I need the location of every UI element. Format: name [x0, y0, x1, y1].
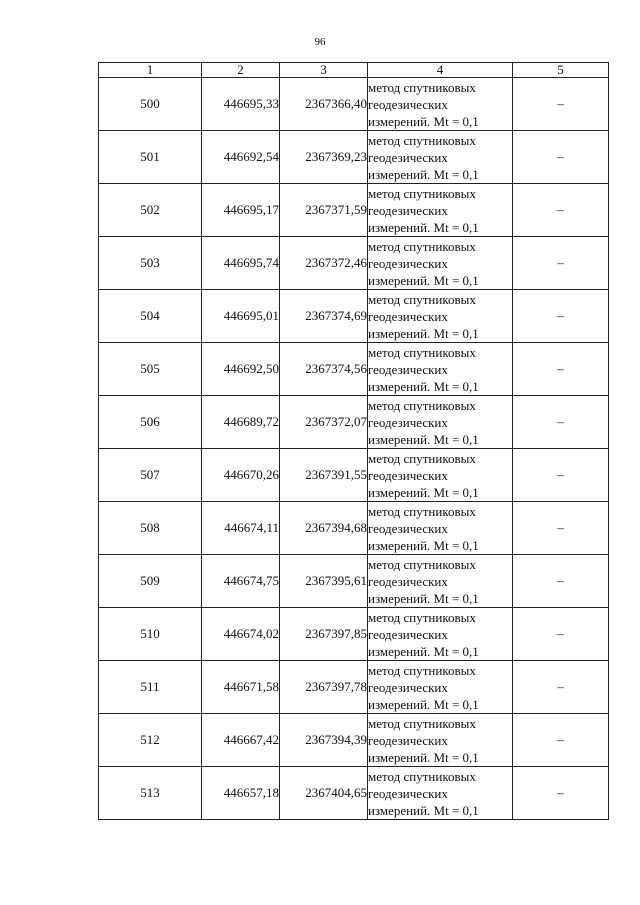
- point-number-cell: 510: [99, 608, 202, 661]
- method-text-line: геодезических: [368, 308, 448, 324]
- x-coordinate-cell: 446692,50: [202, 343, 280, 396]
- method-text-line: геодезических: [368, 96, 448, 112]
- method-text-line: геодезических: [368, 732, 448, 748]
- method-text-line: измерений. Mt = 0,1: [368, 643, 479, 659]
- method-text-line: измерений. Mt = 0,1: [368, 378, 479, 394]
- table-row: [99, 608, 609, 661]
- header-col-3: 3: [280, 63, 368, 78]
- method-text-line: измерений. Mt = 0,1: [368, 166, 479, 182]
- note-cell: –: [513, 608, 609, 661]
- table-row: [99, 237, 609, 290]
- method-cell: [368, 555, 513, 608]
- x-coordinate-cell: 446692,54: [202, 131, 280, 184]
- header-col-5: 5: [513, 63, 609, 78]
- coordinates-table: [98, 62, 609, 820]
- method-text-line: геодезических: [368, 679, 448, 695]
- y-coordinate-cell: 2367395,61: [280, 555, 368, 608]
- point-number-cell: 501: [99, 131, 202, 184]
- x-coordinate-cell: 446695,74: [202, 237, 280, 290]
- point-number-cell: 512: [99, 714, 202, 767]
- method-text-line: геодезических: [368, 414, 448, 430]
- header-col-4: 4: [368, 63, 513, 78]
- method-cell: [368, 608, 513, 661]
- method-text-line: метод спутниковых: [368, 79, 476, 95]
- note-cell: –: [513, 131, 609, 184]
- note-cell: –: [513, 449, 609, 502]
- point-number-cell: 509: [99, 555, 202, 608]
- method-text-line: измерений. Mt = 0,1: [368, 325, 479, 341]
- y-coordinate-cell: 2367397,85: [280, 608, 368, 661]
- table-row: [99, 78, 609, 131]
- method-text-line: измерений. Mt = 0,1: [368, 802, 479, 818]
- note-cell: –: [513, 555, 609, 608]
- method-text-line: измерений. Mt = 0,1: [368, 696, 479, 712]
- x-coordinate-cell: 446674,75: [202, 555, 280, 608]
- method-text-line: метод спутниковых: [368, 609, 476, 625]
- table-row: [99, 449, 609, 502]
- x-coordinate-cell: 446674,02: [202, 608, 280, 661]
- x-coordinate-cell: 446674,11: [202, 502, 280, 555]
- method-text-line: геодезических: [368, 467, 448, 483]
- note-cell: –: [513, 396, 609, 449]
- method-text-line: геодезических: [368, 626, 448, 642]
- point-number-cell: 513: [99, 767, 202, 820]
- x-coordinate-cell: 446695,01: [202, 290, 280, 343]
- method-cell: [368, 237, 513, 290]
- point-number-cell: 505: [99, 343, 202, 396]
- method-text-line: метод спутниковых: [368, 450, 476, 466]
- x-coordinate-cell: 446670,26: [202, 449, 280, 502]
- table-header: [99, 63, 609, 78]
- method-cell: [368, 78, 513, 131]
- method-text-line: метод спутниковых: [368, 344, 476, 360]
- x-coordinate-cell: 446657,18: [202, 767, 280, 820]
- point-number-cell: 507: [99, 449, 202, 502]
- method-text-line: измерений. Mt = 0,1: [368, 749, 479, 765]
- point-number-cell: 503: [99, 237, 202, 290]
- table-row: [99, 131, 609, 184]
- point-number-cell: 508: [99, 502, 202, 555]
- point-number-cell: 502: [99, 184, 202, 237]
- method-cell: [368, 661, 513, 714]
- header-col-1: 1: [99, 63, 202, 78]
- point-number-cell: 506: [99, 396, 202, 449]
- method-text-line: измерений. Mt = 0,1: [368, 219, 479, 235]
- table-row: [99, 767, 609, 820]
- method-text-line: геодезических: [368, 202, 448, 218]
- method-cell: [368, 767, 513, 820]
- y-coordinate-cell: 2367391,55: [280, 449, 368, 502]
- method-text-line: измерений. Mt = 0,1: [368, 484, 479, 500]
- table-body: [99, 78, 609, 820]
- y-coordinate-cell: 2367374,69: [280, 290, 368, 343]
- table-row: [99, 343, 609, 396]
- method-text-line: метод спутниковых: [368, 185, 476, 201]
- method-cell: [368, 714, 513, 767]
- method-text-line: геодезических: [368, 785, 448, 801]
- method-text-line: геодезических: [368, 361, 448, 377]
- note-cell: –: [513, 502, 609, 555]
- method-text-line: метод спутниковых: [368, 503, 476, 519]
- y-coordinate-cell: 2367366,40: [280, 78, 368, 131]
- y-coordinate-cell: 2367394,68: [280, 502, 368, 555]
- method-cell: [368, 131, 513, 184]
- method-cell: [368, 396, 513, 449]
- method-cell: [368, 343, 513, 396]
- table-row: [99, 555, 609, 608]
- note-cell: –: [513, 661, 609, 714]
- table-row: [99, 184, 609, 237]
- x-coordinate-cell: 446671,58: [202, 661, 280, 714]
- method-text-line: измерений. Mt = 0,1: [368, 537, 479, 553]
- method-text-line: геодезических: [368, 149, 448, 165]
- header-col-2: 2: [202, 63, 280, 78]
- method-text-line: метод спутниковых: [368, 662, 476, 678]
- method-text-line: геодезических: [368, 255, 448, 271]
- method-text-line: метод спутниковых: [368, 238, 476, 254]
- note-cell: –: [513, 78, 609, 131]
- y-coordinate-cell: 2367374,56: [280, 343, 368, 396]
- method-text-line: измерений. Mt = 0,1: [368, 113, 479, 129]
- table-row: [99, 661, 609, 714]
- y-coordinate-cell: 2367372,46: [280, 237, 368, 290]
- method-text-line: измерений. Mt = 0,1: [368, 590, 479, 606]
- method-text-line: геодезических: [368, 520, 448, 536]
- note-cell: –: [513, 343, 609, 396]
- table-row: [99, 396, 609, 449]
- method-cell: [368, 502, 513, 555]
- method-text-line: метод спутниковых: [368, 768, 476, 784]
- method-text-line: метод спутниковых: [368, 715, 476, 731]
- note-cell: –: [513, 184, 609, 237]
- page-number: 96: [314, 36, 326, 48]
- table-row: [99, 502, 609, 555]
- method-text-line: измерений. Mt = 0,1: [368, 431, 479, 447]
- y-coordinate-cell: 2367372,07: [280, 396, 368, 449]
- method-text-line: геодезических: [368, 573, 448, 589]
- x-coordinate-cell: 446667,42: [202, 714, 280, 767]
- method-cell: [368, 290, 513, 343]
- note-cell: –: [513, 237, 609, 290]
- y-coordinate-cell: 2367371,59: [280, 184, 368, 237]
- x-coordinate-cell: 446695,33: [202, 78, 280, 131]
- method-text-line: измерений. Mt = 0,1: [368, 272, 479, 288]
- method-text-line: метод спутниковых: [368, 556, 476, 572]
- y-coordinate-cell: 2367397,78: [280, 661, 368, 714]
- method-cell: [368, 184, 513, 237]
- method-cell: [368, 449, 513, 502]
- table-row: [99, 714, 609, 767]
- y-coordinate-cell: 2367394,39: [280, 714, 368, 767]
- y-coordinate-cell: 2367369,23: [280, 131, 368, 184]
- point-number-cell: 511: [99, 661, 202, 714]
- x-coordinate-cell: 446689,72: [202, 396, 280, 449]
- method-text-line: метод спутниковых: [368, 132, 476, 148]
- note-cell: –: [513, 767, 609, 820]
- table-row: [99, 290, 609, 343]
- point-number-cell: 504: [99, 290, 202, 343]
- method-text-line: метод спутниковых: [368, 291, 476, 307]
- note-cell: –: [513, 290, 609, 343]
- header-row: [99, 63, 609, 78]
- y-coordinate-cell: 2367404,65: [280, 767, 368, 820]
- point-number-cell: 500: [99, 78, 202, 131]
- note-cell: –: [513, 714, 609, 767]
- x-coordinate-cell: 446695,17: [202, 184, 280, 237]
- method-text-line: метод спутниковых: [368, 397, 476, 413]
